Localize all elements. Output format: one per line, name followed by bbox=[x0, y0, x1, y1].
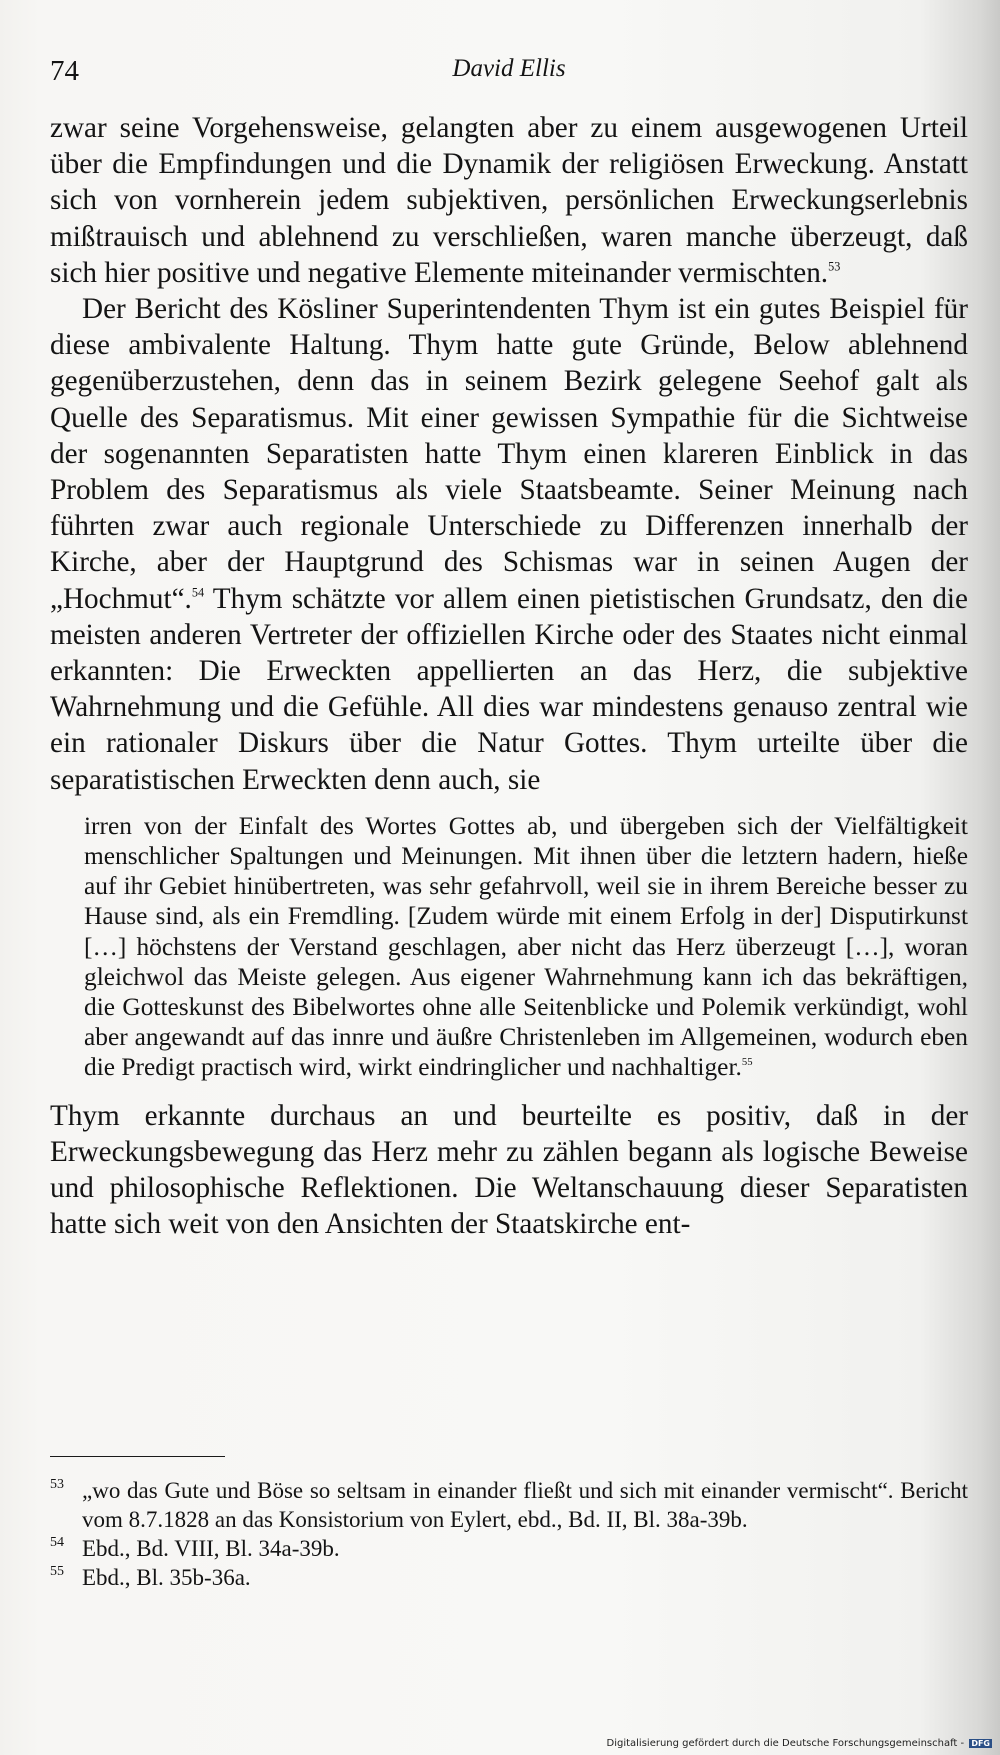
footnotes bbox=[50, 1476, 968, 1592]
footnote-number: 53 bbox=[50, 1477, 64, 1492]
footnote-ref-54: 54 bbox=[191, 585, 205, 599]
paragraph-3 bbox=[50, 1098, 968, 1243]
footnote-text: „wo das Gute und Böse so seltsam in einander fließt und sich mit einander vermischt“. Bericht vom 8.7.1828 an das Konsistorium von Eylert, ebd., Bd. II, Bl. 38a-39b. bbox=[82, 1478, 968, 1532]
footnote-ref-53: 53 bbox=[828, 259, 841, 274]
dfg-logo: DFG bbox=[971, 1739, 990, 1748]
footnote-53 bbox=[50, 1476, 968, 1534]
running-title: David Ellis bbox=[452, 55, 566, 82]
running-head bbox=[50, 55, 968, 95]
footnote-ref-55: 55 bbox=[741, 1057, 753, 1069]
paragraph-3-text: Thym erkannte durchaus an und beurteilte es positiv, daß in der Erweckungsbewegung das Herz mehr zu zählen begann als logische Beweise und philosophische Reflektionen. Die Weltanschauung dieser Separatisten hatte sich weit von den Ansichten der Staatskirche ent- bbox=[50, 1099, 968, 1241]
digitization-credit bbox=[607, 1738, 993, 1749]
footnote-divider bbox=[50, 1456, 225, 1457]
block-quote-text: irren von der Einfalt des Wortes Gottes ab, und übergeben sich der Vielfältigkeit menschlicher Spaltungen und Meinungen. Mit ihnen über die letztern hadern, hieße auf ihr Gebiet hinübertreten, was sehr gefahrvoll, weil sie in ihrem Bereiche besser zu Hause sind, als ein Fremdling. [Zudem würde mit einem Erfolg in der] Disputirkunst […] höchstens der Verstand geschlagen, aber nicht das Herz überzeugt […], woran gleichwol das Meiste gelegen. Aus eigener Wahrnehmung kann ich das bekräftigen, die Gotteskunst des Bibelwortes ohne alle Seitenblicke und Polemik verkündigt, wohl aber angewandt auf das innre und äußre Christenleben im Allgemeinen, wodurch eben die Predigt practisch wird, wirkt eindringlicher und nachhaltiger. bbox=[84, 811, 968, 1082]
page-number: 74 bbox=[50, 55, 79, 87]
credit-text: Digitalisierung gefördert durch die Deutsche Forschungsgemeinschaft - bbox=[606, 1738, 965, 1749]
paragraph-2-text-b: Thym schätzte vor allem einen pietistischen Grundsatz, den die meisten anderen Vertreter der offiziellen Kirche oder des Staates nicht einmal erkannten: Die Erweckten appellierten an das Herz, die subjektive Wahrnehmung und die Gefühle. All dies war mindestens genauso zentral wie ein rationaler Diskurs über die Natur Gottes. Thym urteilte über die separatistischen Erweckten denn auch, sie bbox=[50, 582, 968, 796]
footnote-number: 54 bbox=[50, 1535, 64, 1550]
footnote-number: 55 bbox=[50, 1564, 64, 1579]
paragraph-1-text: zwar seine Vorgehensweise, gelangten aber zu einem ausgewogenen Urteil über die Empfindungen und die Dynamik der religiösen Erweckung. Anstatt sich von vornherein jedem subjektiven, persönlichen Erweckungserlebnis mißtrauisch und ablehnend zu verschließen, waren manche überzeugt, daß sich hier positive und negative Elemente miteinander vermischten. bbox=[50, 112, 968, 289]
block-quote bbox=[84, 811, 968, 1083]
paragraph-2-text-a: Der Bericht des Kösliner Superintendenten Thym ist ein gutes Beispiel für diese ambivalente Haltung. Thym hatte gute Gründe, Below ablehnend gegenüberzustehen, denn das in seinem Bezirk gelegene Seehof galt als Quelle des Separatismus. Mit einer gewissen Sympathie für die Sichtweise der sogenannten Separatisten hatte Thym einen klareren Einblick in das Problem des Separatismus als viele Staatsbeamte. Seiner Meinung nach führten zwar auch regionale Unterschiede zu Differenzen innerhalb der Kirche, aber der Hauptgrund des Schismas war in seinen Augen der „Hochmut“. bbox=[50, 293, 968, 615]
paragraph-1 bbox=[50, 110, 968, 291]
paragraph-2 bbox=[50, 291, 968, 798]
footnote-text: Ebd., Bd. VIII, Bl. 34a-39b. bbox=[82, 1536, 340, 1561]
body-text bbox=[50, 110, 968, 1243]
footnote-54 bbox=[50, 1534, 968, 1563]
footnote-text: Ebd., Bl. 35b-36a. bbox=[82, 1565, 251, 1590]
footnote-55 bbox=[50, 1563, 968, 1592]
